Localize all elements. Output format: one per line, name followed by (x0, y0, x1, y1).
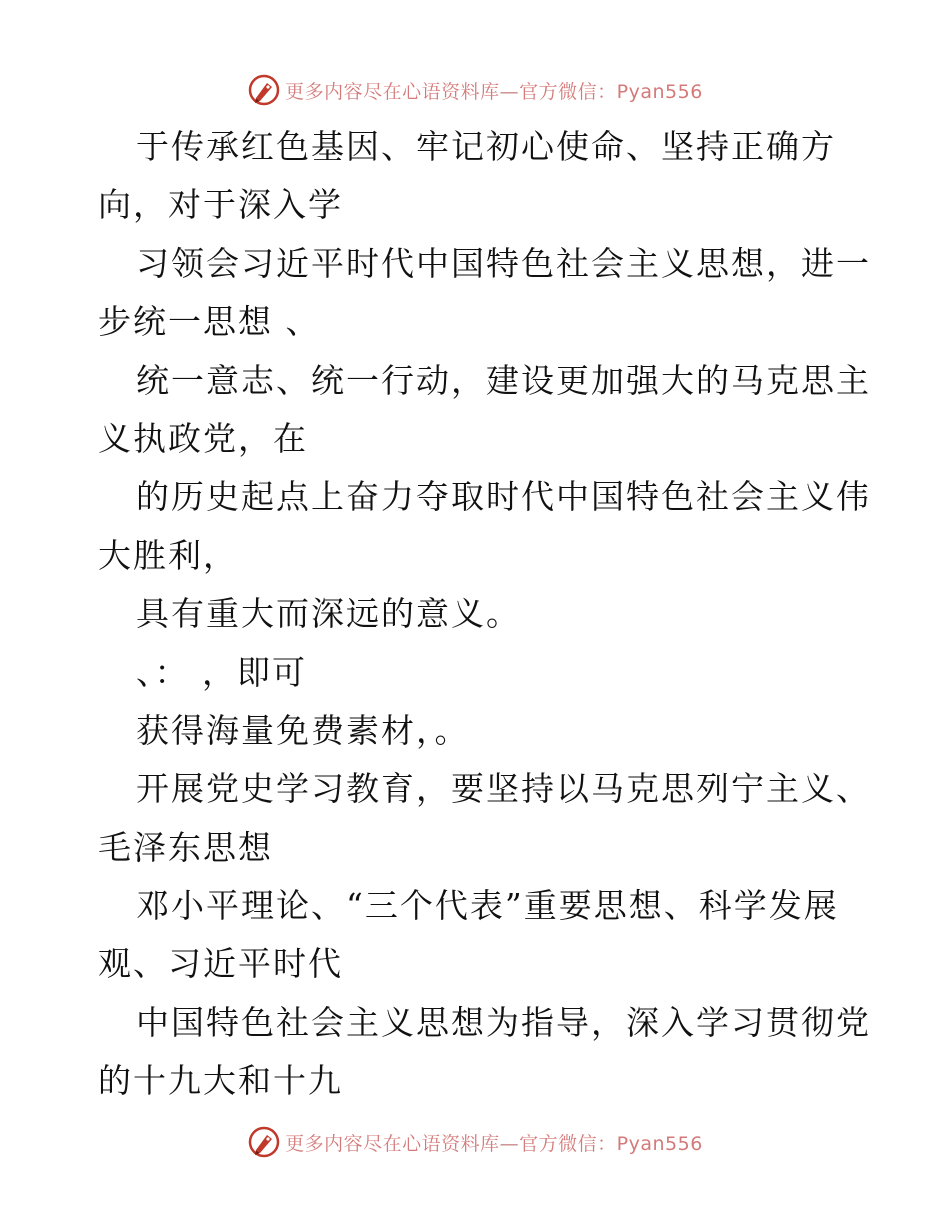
body-text-line: 观、习近平时代 (98, 944, 343, 984)
body-text-line: 获得海量免费素材，。 (136, 710, 470, 750)
header-banner-wechat: 官方微信：Pyan556 (519, 80, 703, 103)
body-text-line: 统一意志、统一行动，建设更加强大的马克思主 (136, 360, 871, 400)
body-text-line: 大胜利， (98, 535, 238, 575)
footer-banner-main: 更多内容尽在心语资料库 (285, 1132, 500, 1155)
body-text-line: 毛泽东思想 (98, 827, 273, 867)
footer-banner-wechat: 官方微信：Pyan556 (519, 1132, 703, 1155)
body-text-line: 向，对于深入学 (98, 185, 343, 225)
header-banner (0, 70, 950, 110)
header-banner-text (285, 77, 703, 104)
body-text-line: 步统一思想 、 (98, 302, 321, 342)
document-body (98, 118, 871, 1111)
body-text-line: 、： ，即可 (136, 652, 307, 692)
body-text-line: 于传承红色基因、牢记初心使命、坚持正确方 (136, 127, 836, 166)
body-text-line: 中国特色社会主义思想为指导，深入学习贯彻党 (136, 1002, 871, 1042)
header-banner-separator: — (499, 80, 520, 103)
body-text-line: 的十九大和十九 (98, 1061, 343, 1101)
body-text-line: 义执政党，在 (98, 418, 308, 458)
body-text-line: 具有重大而深远的意义。 (136, 594, 521, 634)
body-text-line: 邓小平理论、“三个代表”重要思想、科学发展 (136, 886, 839, 926)
footer-banner-separator: — (499, 1132, 520, 1155)
body-text-line: 开展党史学习教育，要坚持以马克思列宁主义、 (136, 769, 871, 809)
body-text-line: 习领会习近平时代中国特色社会主义思想，进一 (136, 243, 871, 283)
footer-banner (0, 1122, 950, 1162)
pen-nib-logo-icon (247, 73, 281, 107)
pen-nib-logo-icon (247, 1125, 281, 1159)
footer-banner-text (285, 1129, 703, 1156)
body-text-line: 的历史起点上奋力夺取时代中国特色社会主义伟 (136, 477, 871, 517)
header-banner-main: 更多内容尽在心语资料库 (285, 80, 500, 103)
